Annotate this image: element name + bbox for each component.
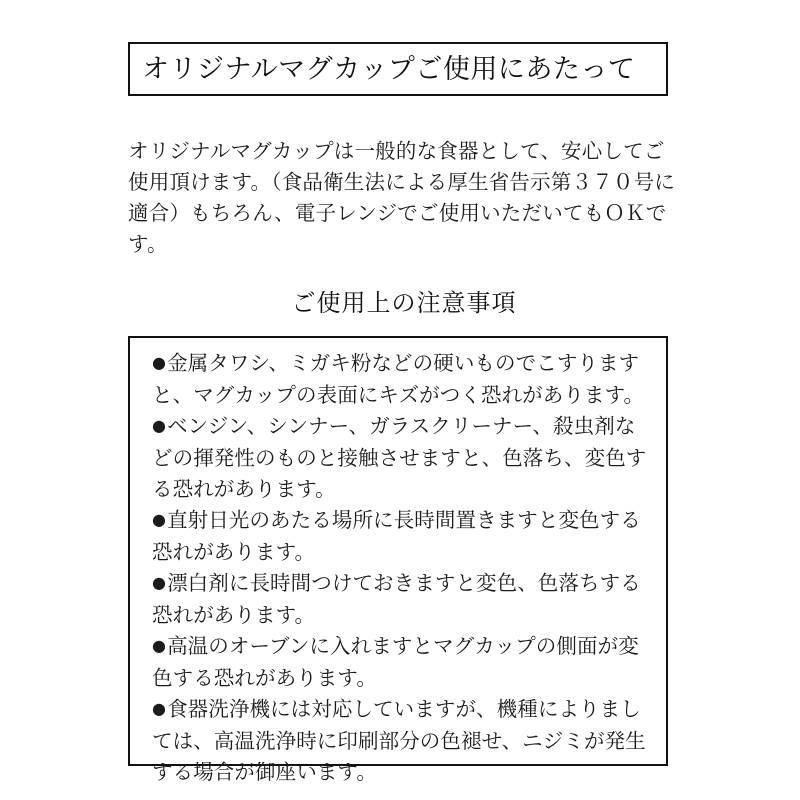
list-item: ● 食器洗浄機には対応していますが、機種によりましては、高温洗浄時に印刷部分の色褪せ、ニジミが発生する場合が御座います。 xyxy=(152,694,652,788)
notes-box xyxy=(128,336,668,784)
list-item: ● 高温のオーブンに入れますとマグカップの側面が変色する恐れがあります。 xyxy=(152,631,652,694)
section-heading: ご使用上の注意事項 xyxy=(291,289,517,317)
page-title: オリジナルマグカップご使用にあたって xyxy=(142,53,636,85)
list-item: ● 金属タワシ、ミガキ粉などの硬いものでこすりますと、マグカップの表面にキズがつく恐れがあります。 xyxy=(152,348,652,411)
list-item: ● 漂白剤に長時間つけておきますと変色、色落ちする恐れがあります。 xyxy=(152,568,652,631)
list-item: ● ベンジン、シンナー、ガラスクリーナー、殺虫剤などの揮発性のものと接触させますと、色落ち、変色する恐れがあります。 xyxy=(152,411,652,505)
list-item: ● 直射日光のあたる場所に長時間置きますと変色する恐れがあります。 xyxy=(152,505,652,568)
intro-paragraph: オリジナルマグカップは一般的な食器として、安心してご使用頂けます。（食品衛生法による厚生省告示第３７０号に適合）もちろん、電子レンジでご使用いただいてもＯＫです。 xyxy=(128,139,676,256)
title-box xyxy=(128,42,668,96)
